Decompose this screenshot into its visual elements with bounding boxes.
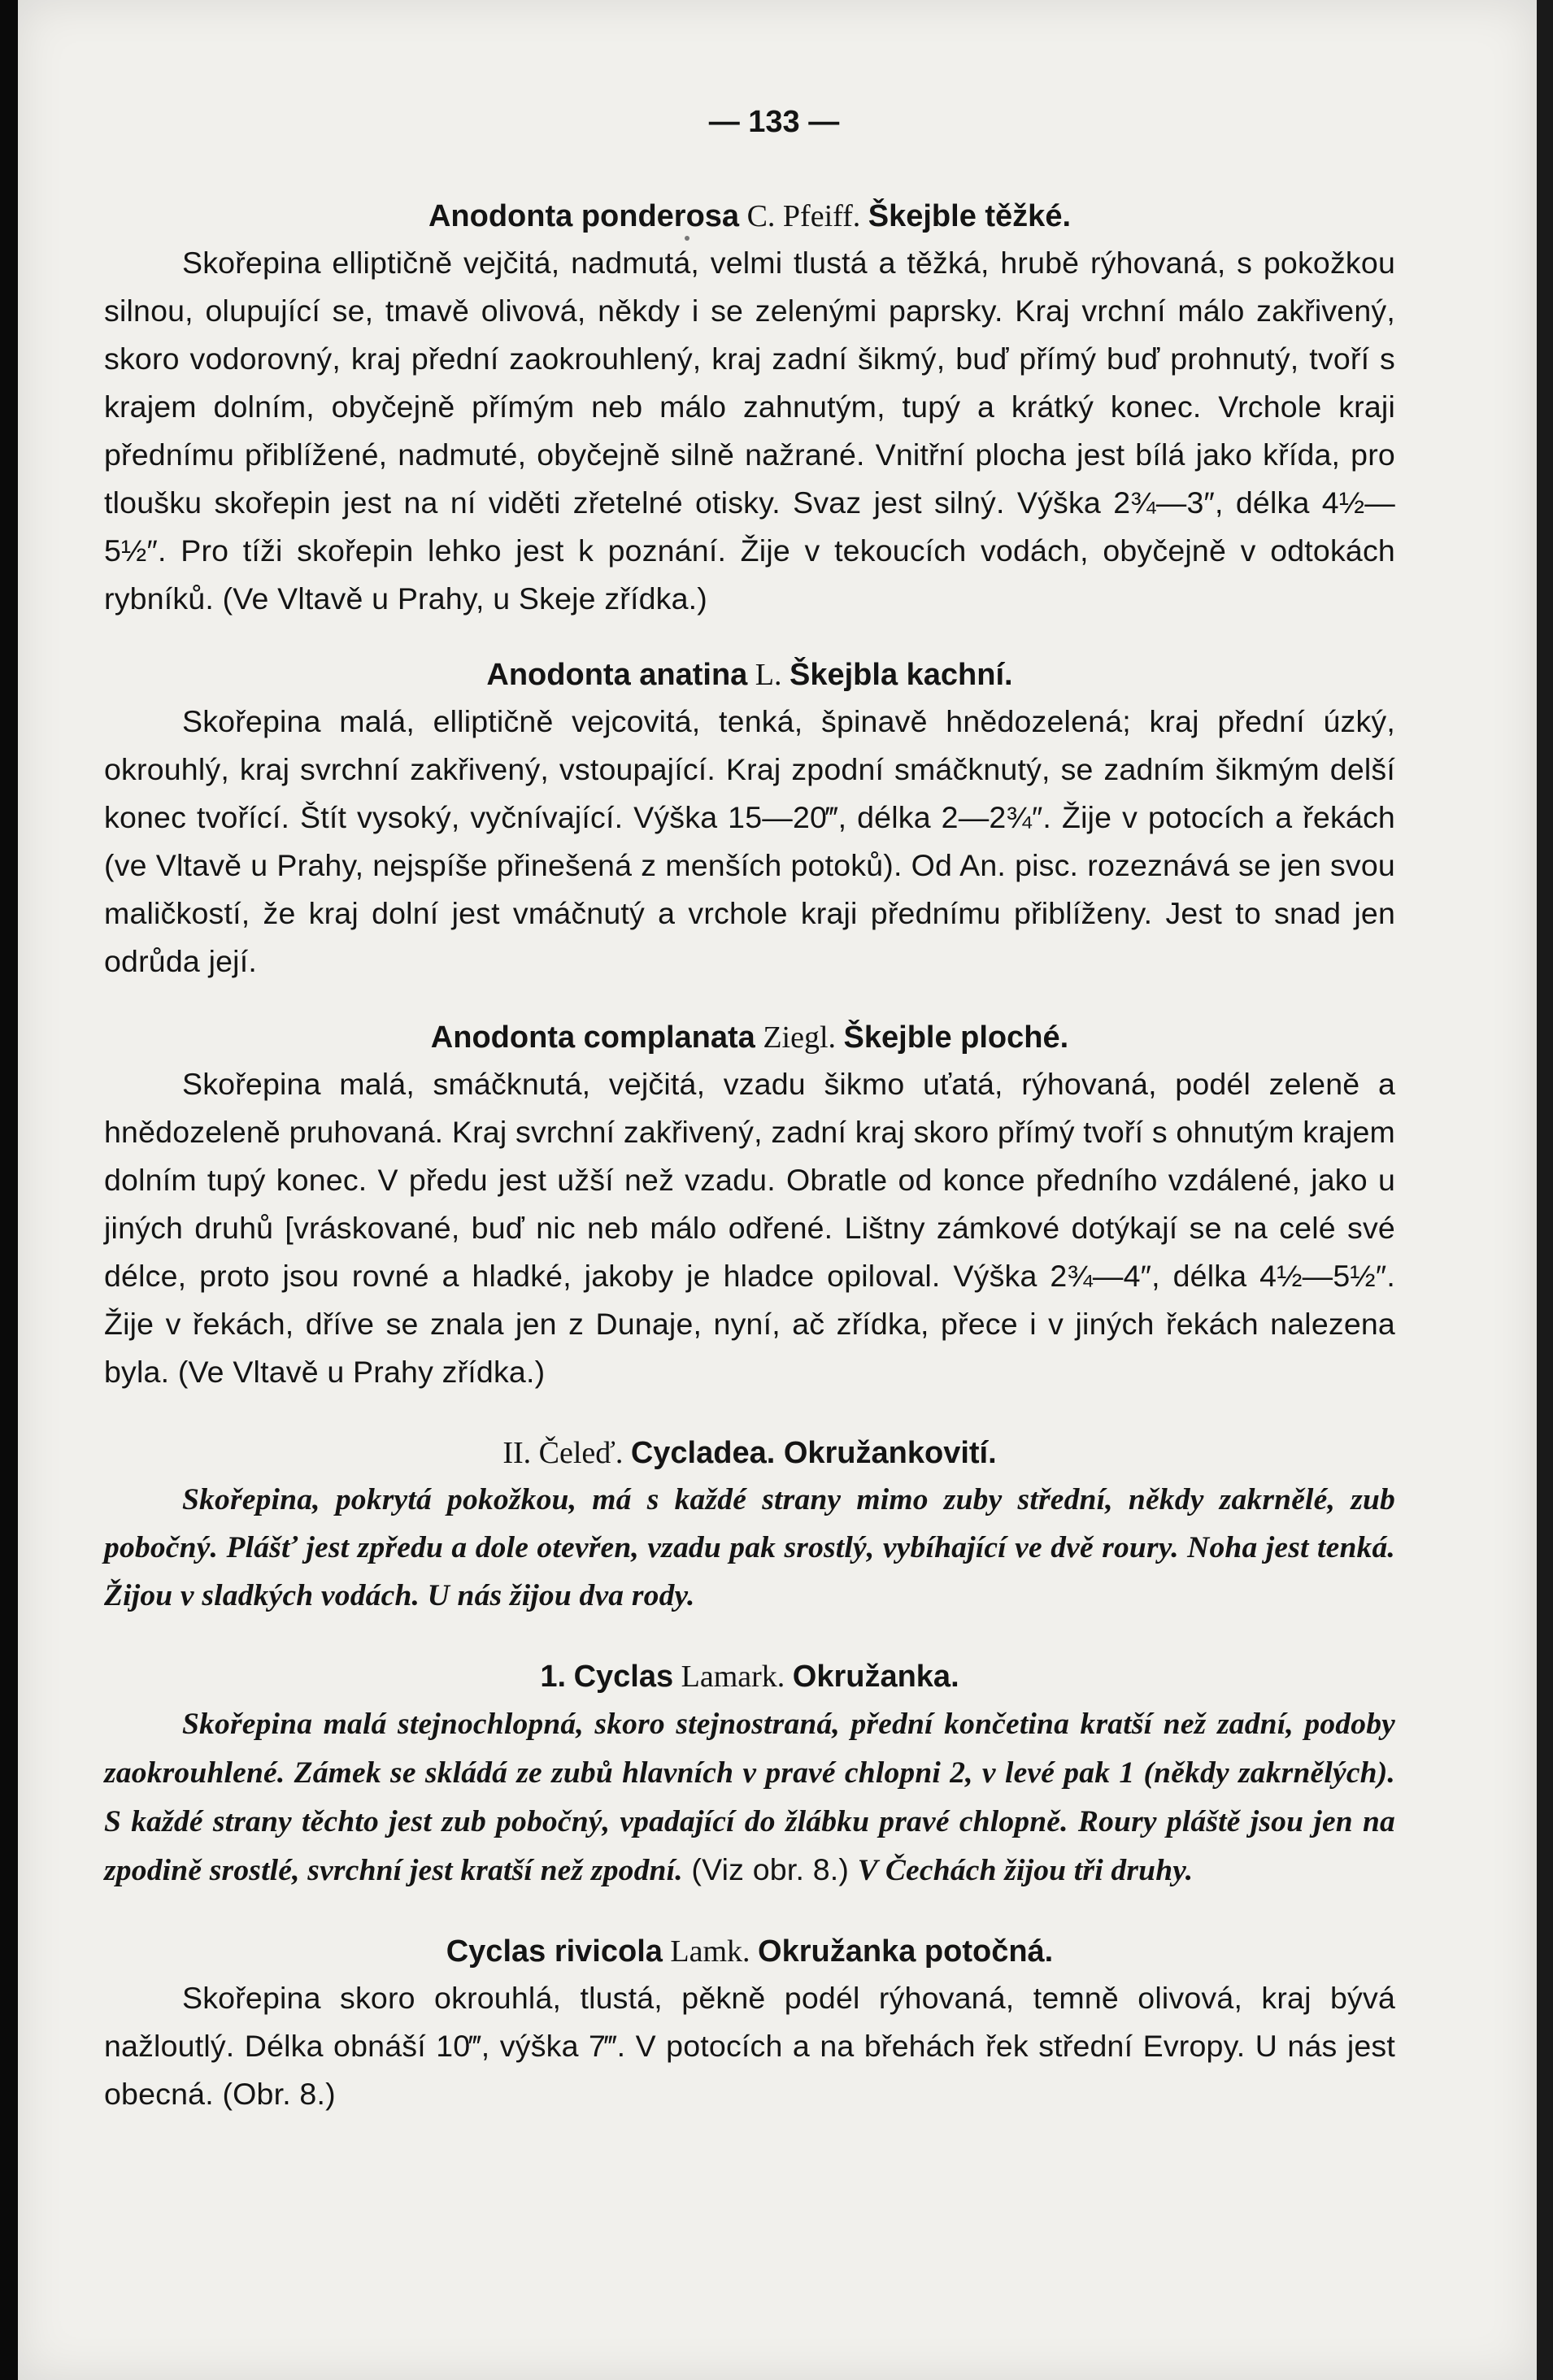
genus-description-end: V Čechách žijou tři druhy. — [857, 1854, 1194, 1887]
species-name: Anodonta ponderosa — [428, 199, 740, 233]
species-heading-ponderosa — [104, 194, 1395, 239]
family-description: Skořepina, pokrytá pokožkou, má s každé strany mimo zuby střední, někdy zakrnělé, zub pobočný. Plášť jest zpředu a dole otevřen, vzadu pak srostlý, vybíhající ve dvě roury. Noha jest tenká. Žijou v sladkých vodách. U nás žijou dva rody. — [104, 1483, 1395, 1612]
species-author: C. Pfeiff. — [746, 199, 861, 233]
species-heading-anatina — [104, 652, 1395, 698]
family-prefix: II. Čeleď. — [502, 1436, 624, 1470]
species-common-name: Škejbla kachní. — [790, 658, 1013, 692]
species-name: Anodonta complanata — [430, 1020, 755, 1055]
species-name: Anodonta anatina — [486, 658, 748, 692]
genus-name: Cyclas — [573, 1660, 674, 1694]
scan-left-border — [0, 0, 18, 2380]
species-common-name: Škejble těžké. — [868, 199, 1072, 233]
species-description-anatina: Skořepina malá, elliptičně vejcovitá, tenká, špinavě hnědozelená; kraj přední úzký, okrouhlý, kraj svrchní zakřivený, vstoupající. Kraj zpodní smáčknutý, se zadním šikmým delší konec tvořící. Štít vysoký, vyčnívající. Výška 15—20‴, délka 2—2¾″. Žije v potocích a řekách (ve Vltavě u Prahy, nejspíše přinešená z menších potoků). Od An. pisc. rozeznává se jen svou maličkostí, že kraj dolní jest vmáčnutý a vrchole kraji přednímu přiblíženy. Jest to snad jen odrůda její. — [104, 704, 1395, 978]
family-name: Cycladea. Okružankovití. — [630, 1436, 997, 1470]
species-heading-rivicola — [104, 1929, 1395, 1974]
family-heading — [104, 1430, 1395, 1476]
species-description-complanata: Skořepina malá, smáčknutá, vejčitá, vzadu šikmo uťatá, rýhovaná, podél zeleně a hnědozeleně pruhovaná. Kraj svrchní zakřivený, zadní kraj skoro přímý tvoří s ohnutým krajem dolním tupý konec. V předu jest užší než vzadu. Obratle od konce předního vzdálené, jako u jiných druhů [vráskované, buď nic neb málo odřené. Lištny zámkové dotýkají se na celé své délce, proto jsou rovné a hladké, jakoby je hladce opiloval. Výška 2¾—4″, délka 4½—5½″. Žije v řekách, dříve se znala jen z Dunaje, nyní, ač zřídka, přece i v jiných řekách nalezena byla. (Ve Vltavě u Prahy zřídka.) — [104, 1067, 1395, 1389]
genus-number: 1. — [540, 1660, 567, 1694]
species-author: Ziegl. — [763, 1020, 837, 1055]
species-common-name: Okružanka potočná. — [758, 1934, 1054, 1969]
species-heading-complanata — [104, 1015, 1395, 1060]
book-page — [18, 0, 1537, 2380]
species-author: Lamk. — [670, 1934, 750, 1969]
genus-author: Lamark. — [681, 1660, 785, 1694]
genus-figure-ref: (Viz obr. 8.) — [691, 1852, 850, 1886]
genus-description — [104, 1699, 1395, 1895]
species-name: Cyclas rivicola — [446, 1934, 663, 1969]
genus-common-name: Okružanka. — [792, 1660, 959, 1694]
species-description-ponderosa: Skořepina elliptičně vejčitá, nadmutá, velmi tlustá a těžká, hrubě rýhovaná, s pokožkou silnou, olupující se, tmavě olivová, někdy i se zelenými paprsky. Kraj vrchní málo zakřivený, skoro vodorovný, kraj přední zaokrouhlený, kraj zadní šikmý, buď přímý buď prohnutý, tvoří s krajem dolním, obyčejně přímým neb málo zahnutým, tupý a krátký konec. Vrchole kraji přednímu přiblížené, nadmuté, obyčejně silně nažrané. Vnitřní plocha jest bílá jako křída, pro tloušku skořepin jest na ní viděti zřetelné otisky. Svaz jest silný. Výška 2¾—3″, délka 4½—5½″. Pro tíži skořepin lehko jest k poznání. Žije v tekoucích vodách, obyčejně v odtokách rybníků. (Ve Vltavě u Prahy, u Skeje zřídka.) — [104, 246, 1395, 616]
species-author: L. — [755, 658, 782, 692]
genus-description-italic: Skořepina malá stejnochlopná, skoro stejnostraná, přední končetina kratší než zadní, podoby zaokrouhlené. Zámek se skládá ze zubů hlavních v pravé chlopni 2, v levé pak 1 (někdy zakrnělých). S každé strany těchto jest zub pobočný, vpadající do žlábku pravé chlopně. Roury pláště jsou jen na zpodině srostlé, svrchní jest kratší než zpodní. — [104, 1708, 1395, 1887]
species-description-rivicola: Skořepina skoro okrouhlá, tlustá, pěkně podél rýhovaná, temně olivová, kraj bývá nažloutlý. Délka obnáší 10‴, výška 7‴. V potocích a na břehách řek střední Evropy. U nás jest obecná. (Obr. 8.) — [104, 1981, 1395, 2111]
page-text-block — [104, 98, 1395, 2118]
page-number: — 133 — — [708, 105, 840, 139]
species-common-name: Škejble ploché. — [843, 1020, 1069, 1055]
genus-heading — [104, 1654, 1395, 1699]
